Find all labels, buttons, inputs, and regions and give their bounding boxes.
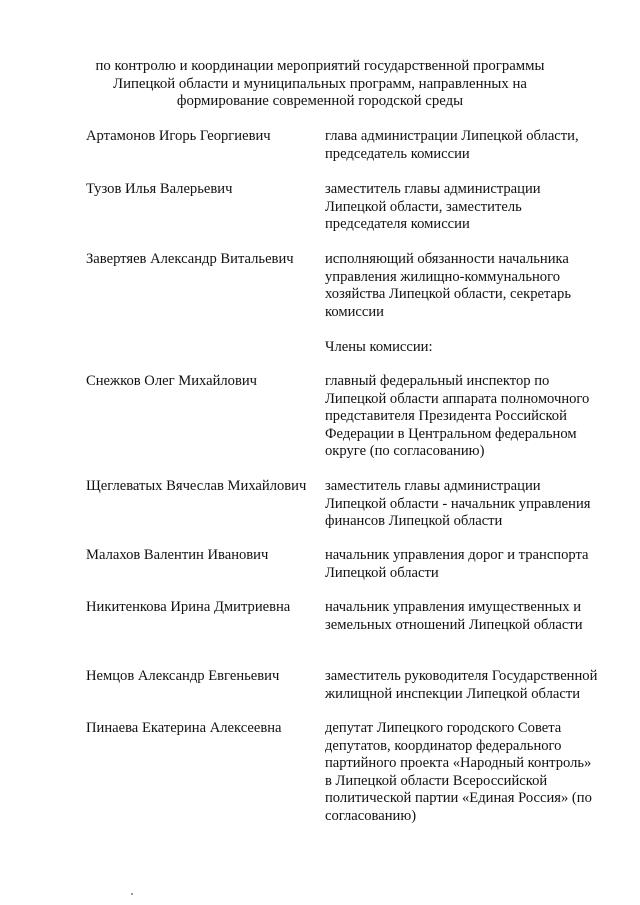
role-line: Липецкой области - начальник управления: [325, 495, 591, 512]
role-line: заместитель руководителя Государственной: [325, 668, 598, 684]
person-role: [325, 373, 615, 461]
person-role: [325, 668, 615, 703]
role-line: партийного проекта «Народный контроль»: [325, 755, 592, 772]
person-role: [325, 599, 615, 634]
heading-line: по контролю и координации мероприятий государственной программы: [95, 58, 545, 74]
role-line: земельных отношений Липецкой области: [325, 616, 583, 633]
person-name: Немцов Александр Евгеньевич: [86, 668, 280, 684]
heading-line: Липецкой области и муниципальных программ, направленных на: [113, 75, 527, 92]
person-name: Тузов Илья Валерьевич: [86, 181, 233, 197]
person-role: [325, 720, 615, 826]
role-line: в Липецкой области Всероссийской: [325, 772, 548, 789]
role-line: исполняющий обязанности начальника: [325, 251, 569, 267]
role-line: заместитель главы администрации: [325, 181, 541, 197]
person-name: Пинаева Екатерина Алексеевна: [86, 720, 282, 736]
role-line: Липецкой области, заместитель: [325, 198, 522, 215]
role-line: комиссии: [325, 303, 384, 320]
role-line: Липецкой области аппарата полномочного: [325, 390, 590, 407]
role-line: Федерации в Центральном федеральном: [325, 425, 577, 442]
scan-artifact: [131, 893, 133, 895]
role-line: Липецкой области: [325, 564, 439, 581]
role-line: депутат Липецкого городского Совета: [325, 720, 562, 736]
role-line: заместитель главы администрации: [325, 478, 541, 494]
role-line: начальник управления дорог и транспорта: [325, 547, 589, 563]
role-line: председатель комиссии: [325, 145, 470, 162]
role-line: согласованию): [325, 807, 417, 824]
person-role: [325, 547, 615, 582]
person-name: Артамонов Игорь Георгиевич: [86, 128, 271, 144]
role-line: хозяйства Липецкой области, секретарь: [325, 286, 571, 303]
role-line: управления жилищно-коммунального: [325, 268, 561, 285]
role-line: глава администрации Липецкой области,: [325, 128, 579, 144]
role-line: политической партии «Единая Россия» (по: [325, 790, 592, 807]
document-heading: [60, 58, 580, 111]
role-line: главный федеральный инспектор по: [325, 373, 550, 389]
role-line: начальник управления имущественных и: [325, 599, 582, 615]
role-line: представителя Президента Российской: [325, 408, 567, 425]
members-section-label: Члены комиссии:: [325, 339, 433, 355]
person-name: Малахов Валентин Иванович: [86, 547, 269, 563]
heading-line: формирование современной городской среды: [176, 93, 464, 109]
person-name: Щеглеватых Вячеслав Михайлович: [86, 478, 307, 494]
person-role: [325, 128, 615, 163]
role-line: округе (по согласованию): [325, 443, 485, 460]
person-name: Завертяев Александр Витальевич: [86, 251, 294, 267]
person-name: Снежков Олег Михайлович: [86, 373, 258, 389]
role-line: председателя комиссии: [325, 216, 470, 233]
person-role: [325, 251, 615, 321]
role-line: жилищной инспекции Липецкой области: [325, 685, 581, 702]
person-name: Никитенкова Ирина Дмитриевна: [86, 599, 291, 615]
role-line: депутатов, координатор федерального: [325, 737, 562, 754]
person-role: [325, 478, 615, 531]
role-line: финансов Липецкой области: [325, 513, 503, 530]
person-role: [325, 181, 615, 234]
